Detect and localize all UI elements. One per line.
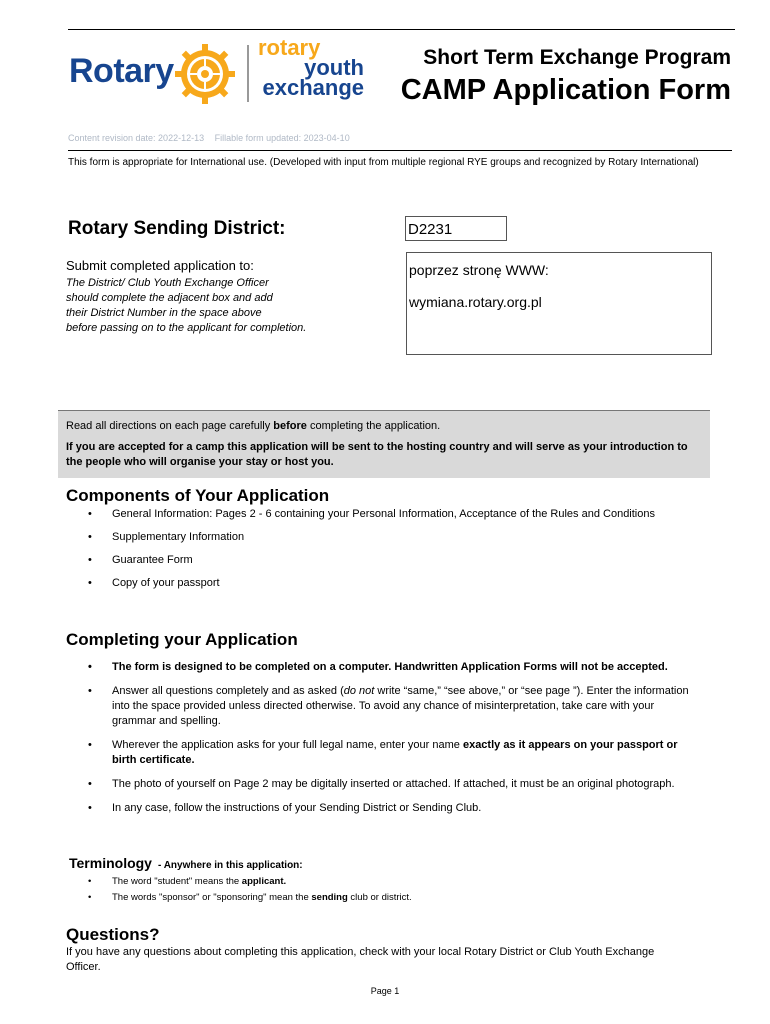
revision-date: Content revision date: 2022-12-13: [68, 133, 205, 143]
officer-note: [66, 276, 306, 336]
directions-line-1: Read all directions on each page carefully before completing the application.: [66, 420, 441, 432]
terminology-list: [66, 876, 666, 908]
questions-heading: Questions?: [66, 925, 160, 944]
submission-address-field[interactable]: [406, 252, 712, 355]
terminology-heading: Terminology - Anywhere in this application:: [69, 855, 303, 871]
components-list: [66, 507, 666, 599]
rye-brand: [258, 35, 364, 100]
page-number: Page 1: [370, 986, 400, 996]
officer-note-line: their District Number in the space above: [66, 307, 262, 319]
list-item: • Supplementary Information: [66, 530, 666, 544]
list-item: • Guarantee Form: [66, 553, 666, 567]
fillable-updated: Fillable form updated: 2023-04-10: [214, 133, 350, 143]
header-rule: [68, 150, 732, 151]
list-item: • Answer all questions completely and as asked (do not write “same,” “see above,” or “see page ”). Enter the information into the space provided unless directed otherwise. To avoid any chance of misinterpretation, take care with your grammar and spelling.: [66, 684, 696, 729]
program-name: Short Term Exchange Program: [423, 46, 731, 69]
sending-district-heading: Rotary Sending District:: [68, 218, 286, 239]
page-title: CAMP Application Form: [400, 74, 731, 106]
list-item: • In any case, follow the instructions of your Sending District or Sending Club.: [66, 801, 696, 816]
completing-list: [66, 660, 696, 825]
list-item: • The photo of yourself on Page 2 may be digitally inserted or attached. If attached, it must be an original photograph.: [66, 777, 696, 792]
directions-band: [58, 410, 710, 478]
list-item: • The words "sponsor" or "sponsoring" mean the sending club or district.: [66, 892, 666, 903]
logo-divider: [247, 45, 249, 102]
questions-text: If you have any questions about completing this application, check with your local Rotary District or Club Youth Exchange Officer.: [66, 946, 655, 973]
top-rule: [68, 29, 735, 30]
officer-note-line: before passing on to the applicant for completion.: [66, 322, 307, 334]
rotary-logo-text: Rotary: [69, 52, 174, 90]
list-item: • General Information: Pages 2 - 6 containing your Personal Information, Acceptance of the Rules and Conditions: [66, 507, 666, 521]
intro-note: This form is appropriate for International use. (Developed with input from multiple regional RYE groups and recognized by Rotary International): [68, 157, 699, 168]
brand-line-rotary: rotary: [258, 35, 321, 60]
list-item: • Copy of your passport: [66, 576, 666, 590]
list-item: • The word "student" means the applicant.: [66, 876, 666, 887]
directions-line-2: If you are accepted for a camp this application will be sent to the hosting country and will serve as your introduction to the people who will organise your stay or host you.: [66, 441, 688, 468]
address-line: poprzez stronę WWW:: [409, 262, 549, 278]
brand-line-exchange: exchange: [262, 75, 364, 100]
components-heading: Components of Your Application: [66, 486, 330, 505]
address-line: wymiana.rotary.org.pl: [409, 294, 542, 310]
list-item: • Wherever the application asks for your full legal name, enter your name exactly as it appears on your passport or birth certificate.: [66, 738, 696, 768]
completing-heading: Completing your Application: [66, 630, 298, 649]
list-item: • The form is designed to be completed on a computer. Handwritten Application Forms will not be accepted.: [66, 660, 696, 675]
revision-meta: [68, 133, 358, 143]
submit-label: Submit completed application to:: [66, 258, 254, 273]
officer-note-line: The District/ Club Youth Exchange Officer: [66, 277, 269, 289]
brand-line-youth: youth: [304, 55, 364, 80]
district-field[interactable]: D2231: [405, 216, 507, 241]
rotary-wheel-icon: [173, 42, 237, 106]
officer-note-line: should complete the adjacent box and add: [66, 292, 273, 304]
